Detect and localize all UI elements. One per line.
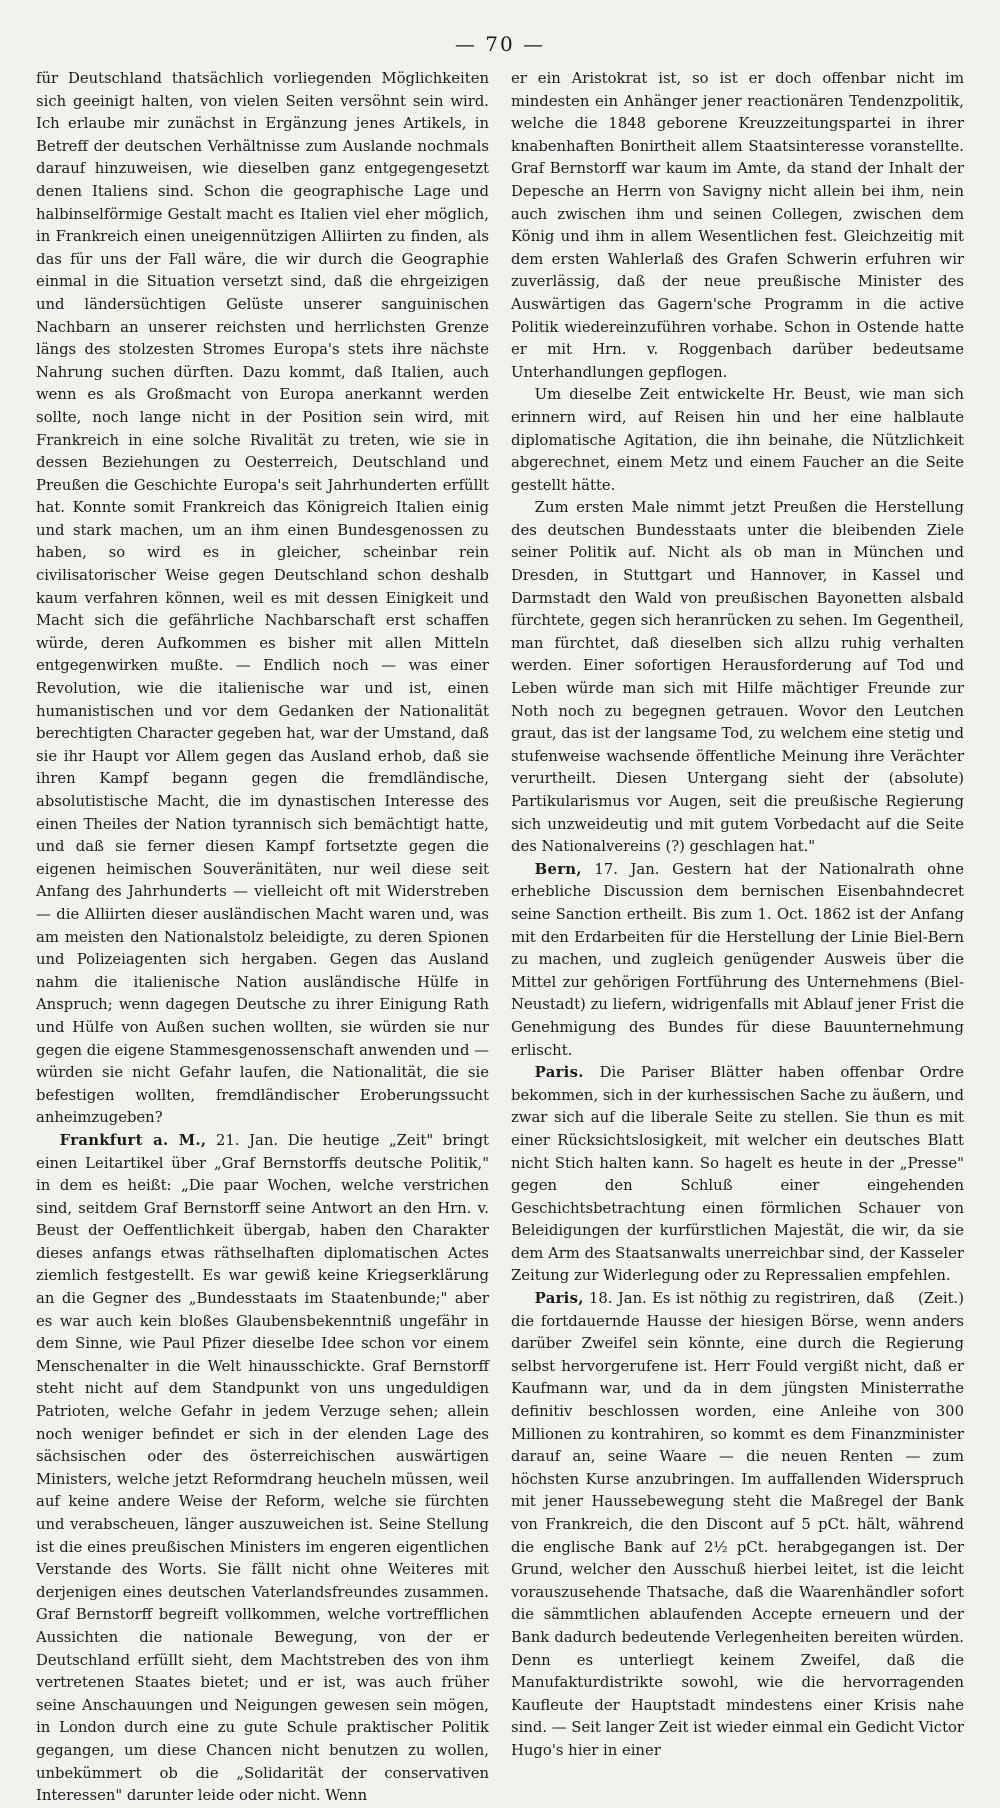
right-column — [511, 68, 964, 1759]
source-citation: (Zeit.) — [918, 1290, 964, 1308]
dateline: Frankfurt a. M., — [59, 1131, 207, 1149]
news-item-paris-1 — [511, 1062, 964, 1308]
page-number: — 70 — — [454, 32, 546, 56]
news-item-text: 21. Jan. Die heutige „Zeit" bringt einen Leitartikel über „Graf Bernstorffs deutsche Politik," in dem es heißt: „Die paar Wochen, welche verstrichen sind, seitdem Graf Bernstorff seine Antwort an den Hrn. v. Beust der Oeffentlichkeit übergab, haben den Charakter dieses anfangs etwas räthselhaften diplomatischen Actes ziemlich festgestellt. Es war gewiß keine Kriegserklärung an die Gegner des „Bundesstaats im Staatenbunde;" aber es war auch kein bloßes Glaubensbekenntniß ungefähr in dem Sinne, wie Paul Pfizer dieselbe Idee schon vor einem Menschenalter in die Welt hinausschickte. Graf Bernstorff steht nicht auf dem Standpunkt von uns ungeduldigen Patrioten, welche Gefahr in jedem Verzuge sehen; allein noch weniger befindet er sich in der elenden Lage des sächsischen oder des österreichischen auswärtigen Ministers, welche jetzt Reformdrang heucheln müssen, weil auf keine andere Weise der Reform, welche sie fürchten und verabscheuen, länger auszuweichen ist. Seine Stellung ist die eines preußischen Ministers im engeren eigentlichen Verstande des Worts. Sie fällt nicht ohne Weiteres mit derjenigen eines deutschen Vaterlandsfreundes zusammen. Graf Bernstorff begreift vollkommen, welche vortrefflichen Aussichten die nationale Bewegung, von der er Deutschland erfüllt sieht, dem Machtstreben des von ihm vertretenen Staates bietet; und er ist, was auch früher seine Anschauungen und Neigungen gewesen sein mögen, in London durch eine zu gute Schule praktischer Politik gegangen, um diese Chancen nicht benutzen zu wollen, unbekümmert ob die „Solidarität der conservativen Interessen" darunter leide oder nicht. Wenn — [36, 1131, 490, 1805]
dateline: Bern, — [534, 860, 582, 878]
news-item-frankfurt — [36, 1130, 489, 1808]
dateline: Paris, — [534, 1290, 584, 1308]
article-paragraph: er ein Aristokrat ist, so ist er doch offenbar nicht im mindesten ein Anhänger jener reactionären Tendenzpolitik, welche die 1848 geborene Kreuzzeitungspartei in ihrer knabenhaften Bonirtheit allem Staatsinteresse voranstellte. Graf Bernstorff war kaum im Amte, da stand der Inhalt der Depesche an Herrn von Savigny nicht allein bei ihm, nein auch zwischen ihm und seinen Collegen, zwischen dem König und ihm in allem Wesentlichen fest. Gleichzeitig mit dem ersten Wahlerlaß des Grafen Schwerin erfuhren wir zuverlässig, daß der neue preußische Minister des Auswärtigen das Gagern'sche Programm in die active Politik wiedereinzuführen vorhabe. Schon in Ostende hatte er mit Hrn. v. Roggenbach darüber bedeutsame Unterhandlungen gepflogen. — [511, 70, 964, 381]
news-item-text: 17. Jan. Gestern hat der Nationalrath ohne erhebliche Discussion dem bernischen Eisenbahndecret seine Sanction ertheilt. Bis zum 1. Oct. 1862 ist der Anfang mit den Erdarbeiten für die Herstellung der Linie Biel-Bern zu machen, und zugleich genügender Ausweis über die Mittel zur gehörigen Fortführung des Unternehmens (Biel-Neustadt) zu liefern, widrigenfalls mit Ablauf jener Frist die Genehmigung des Bundes für diese Bauunternehmung erlischt. — [511, 860, 964, 1059]
left-column — [36, 68, 490, 1805]
news-item-paris-2 — [511, 1288, 964, 1762]
news-item-text: Die Pariser Blätter haben offenbar Ordre bekommen, sich in der kurhessischen Sache zu äußern, und zwar sich auf die liberale Seite zu stellen. Sie thun es mit einer Rücksichtslosigkeit, mit welcher ein deutsches Blatt nicht Stich halten kann. So hagelt es heute in der „Presse" gegen den Schluß einer eingehenden Geschichtsbetrachtung einen förmlichen Schauer von Beleidigungen der kurfürstlichen Majestät, die wir, da sie dem Arm des Staatsanwalts unerreichbar sind, der Kasseler Zeitung zur Widerlegung oder zu Repressalien empfehlen. — [511, 1064, 964, 1285]
news-item-bern — [511, 859, 964, 1062]
dateline: Paris. — [534, 1064, 584, 1082]
article-paragraph: für Deutschland thatsächlich vorliegenden Möglichkeiten sich geeinigt halten, von vielen Seiten versöhnt sein wird. Ich erlaube mir zunächst in Ergänzung jenes Artikels, in Betreff der deutschen Verhältnisse zum Auslande nochmals darauf hinzuweisen, wie dieselben ganz entgegengesetzt denen Italiens sind. Schon die geographische Lage und halbinselförmige Gestalt macht es Italien viel eher möglich, in Frankreich einen uneigennützigen Alliirten zu finden, als das für uns der Fall wäre, die wir durch die Geographie einmal in die Situation versetzt sind, daß die ehrgeizigen und ländersüchtigen Gelüste unserer sanguinischen Nachbarn an unserer reichsten und herrlichsten Grenze längs des stolzesten Stromes Europa's stets ihre nächste Nahrung suchen dürften. Dazu kommt, daß Italien, auch wenn es als Großmacht von Europa anerkannt werden sollte, noch lange nicht in der Position sein wird, mit Frankreich in eine solche Rivalität zu treten, wie sie in dessen Beziehungen zu Oesterreich, Deutschland und Preußen die Geschichte Europa's seit Jahrhunderten erfüllt hat. Konnte somit Frankreich das Königreich Italien einig und stark machen, um an ihm einen Bundesgenossen zu haben, so wird es in gleicher, scheinbar rein civilisatorischer Weise gegen Deutschland schon deshalb kaum verfahren können, weil es mit dessen Einigkeit und Macht sich die gefährliche Nachbarschaft erst schaffen würde, deren Aufkommen es bisher mit allen Mitteln entgegenwirken mußte. — Endlich noch — was einer Revolution, wie die italienische war und ist, einen humanistischen und vor dem Gedanken der Nationalität berechtigten Character gegeben hat, war der Umstand, daß sie ihr Haupt vor Allem gegen das Ausland erhob, daß sie ihren Kampf begann gegen die fremdländische, absolutistische Macht, die im dynastischen Interesse des einen Theiles der Nation tyrannisch sich bemächtigt hatte, und daß sie ferner diesen Kampf fortsetzte gegen die eigenen heimischen Souveränitäten, nur weil diese seit Anfang des Jahrhunderts — vielleicht oft mit Widerstreben — die Alliirten dieser ausländischen Macht waren und, was am meisten den Nationalstolz beleidigte, zu deren Spionen und Polizeiagenten sich hergaben. Gegen das Ausland nahm die italienische Nation ausländische Hülfe in Anspruch; wenn dagegen Deutsche zu ihrer Einigung Rath und Hülfe von Außen suchen wollten, sie würden sie nur gegen die eigene Stammesgenossenschaft anwenden und — würden sie nicht Gefahr laufen, die Nationalität, die sie befestigen wollten, fremdländischer Eroberungssucht anheimzugeben? — [36, 70, 489, 1127]
article-paragraph: Zum ersten Male nimmt jetzt Preußen die Herstellung des deutschen Bundesstaats unter die bleibenden Ziele seiner Politik auf. Nicht als ob man in München und Dresden, in Stuttgart und Hannover, in Kassel und Darmstadt den Wald von preußischen Bayonetten alsbald fürchtete, gegen sich heranrücken zu sehen. Im Gegentheil, man fürchtet, daß dieselben sich allzu ruhig verhalten werden. Einer sofortigen Herausforderung auf Tod und Leben würde man sich mit Hilfe mächtiger Freunde zur Noth noch zu begegnen getrauen. Wovor den Leutchen graut, das ist der langsame Tod, zu welchem eine stetig und stufenweise wachsende öffentliche Meinung ihre Verächter verurtheilt. Diesen Untergang sieht der (absolute) Partikularismus vor Augen, seit die preußische Regierung sich unzweideutig und mit gutem Vorbedacht auf die Seite des Nationalvereins (?) geschlagen hat." — [511, 499, 964, 856]
text-columns — [36, 68, 964, 1805]
article-paragraph: Um dieselbe Zeit entwickelte Hr. Beust, wie man sich erinnern wird, auf Reisen hin und her eine halblaute diplomatische Agitation, die ihn beinahe, die Nützlichkeit abgerechnet, einem Metz und einem Faucher an die Seite gestellt hätte. — [511, 386, 964, 494]
news-item-text: 18. Jan. Es ist nöthig zu registriren, daß die fortdauernde Hausse der hiesigen Börse, wenn anders darüber Zweifel sein könnte, eine durch die Regierung selbst hervorgerufene ist. Herr Fould vergißt nicht, daß er Kaufmann war, und da in dem jüngsten Ministerrathe definitiv beschlossen worden, eine Anleihe von 300 Millionen zu kontrahiren, so kommt es dem Finanzminister darauf an, seine Waare — die neuen Renten — zum höchsten Kurse anzubringen. Im auffallenden Widerspruch mit jener Haussebewegung steht die Maßregel der Bank von Frankreich, die den Discont auf 5 pCt. hält, während die englische Bank auf 2½ pCt. herabgegangen ist. Der Grund, welcher den Ausschuß hierbei leitet, ist die leicht vorauszusehende Thatsache, daß die Waarenhändler sofort die sämmtlichen ablaufenden Accepte erneuern und der Bank dadurch bedeutende Verlegenheiten bereiten würden. Denn es unterliegt keinem Zweifel, daß die Manufakturdistrikte sowohl, wie die hervorragenden Kaufleute der Hauptstadt mindestens einer Krisis nahe sind. — Seit langer Zeit ist wieder einmal ein Gedicht Victor Hugo's hier in einer — [511, 1290, 964, 1759]
